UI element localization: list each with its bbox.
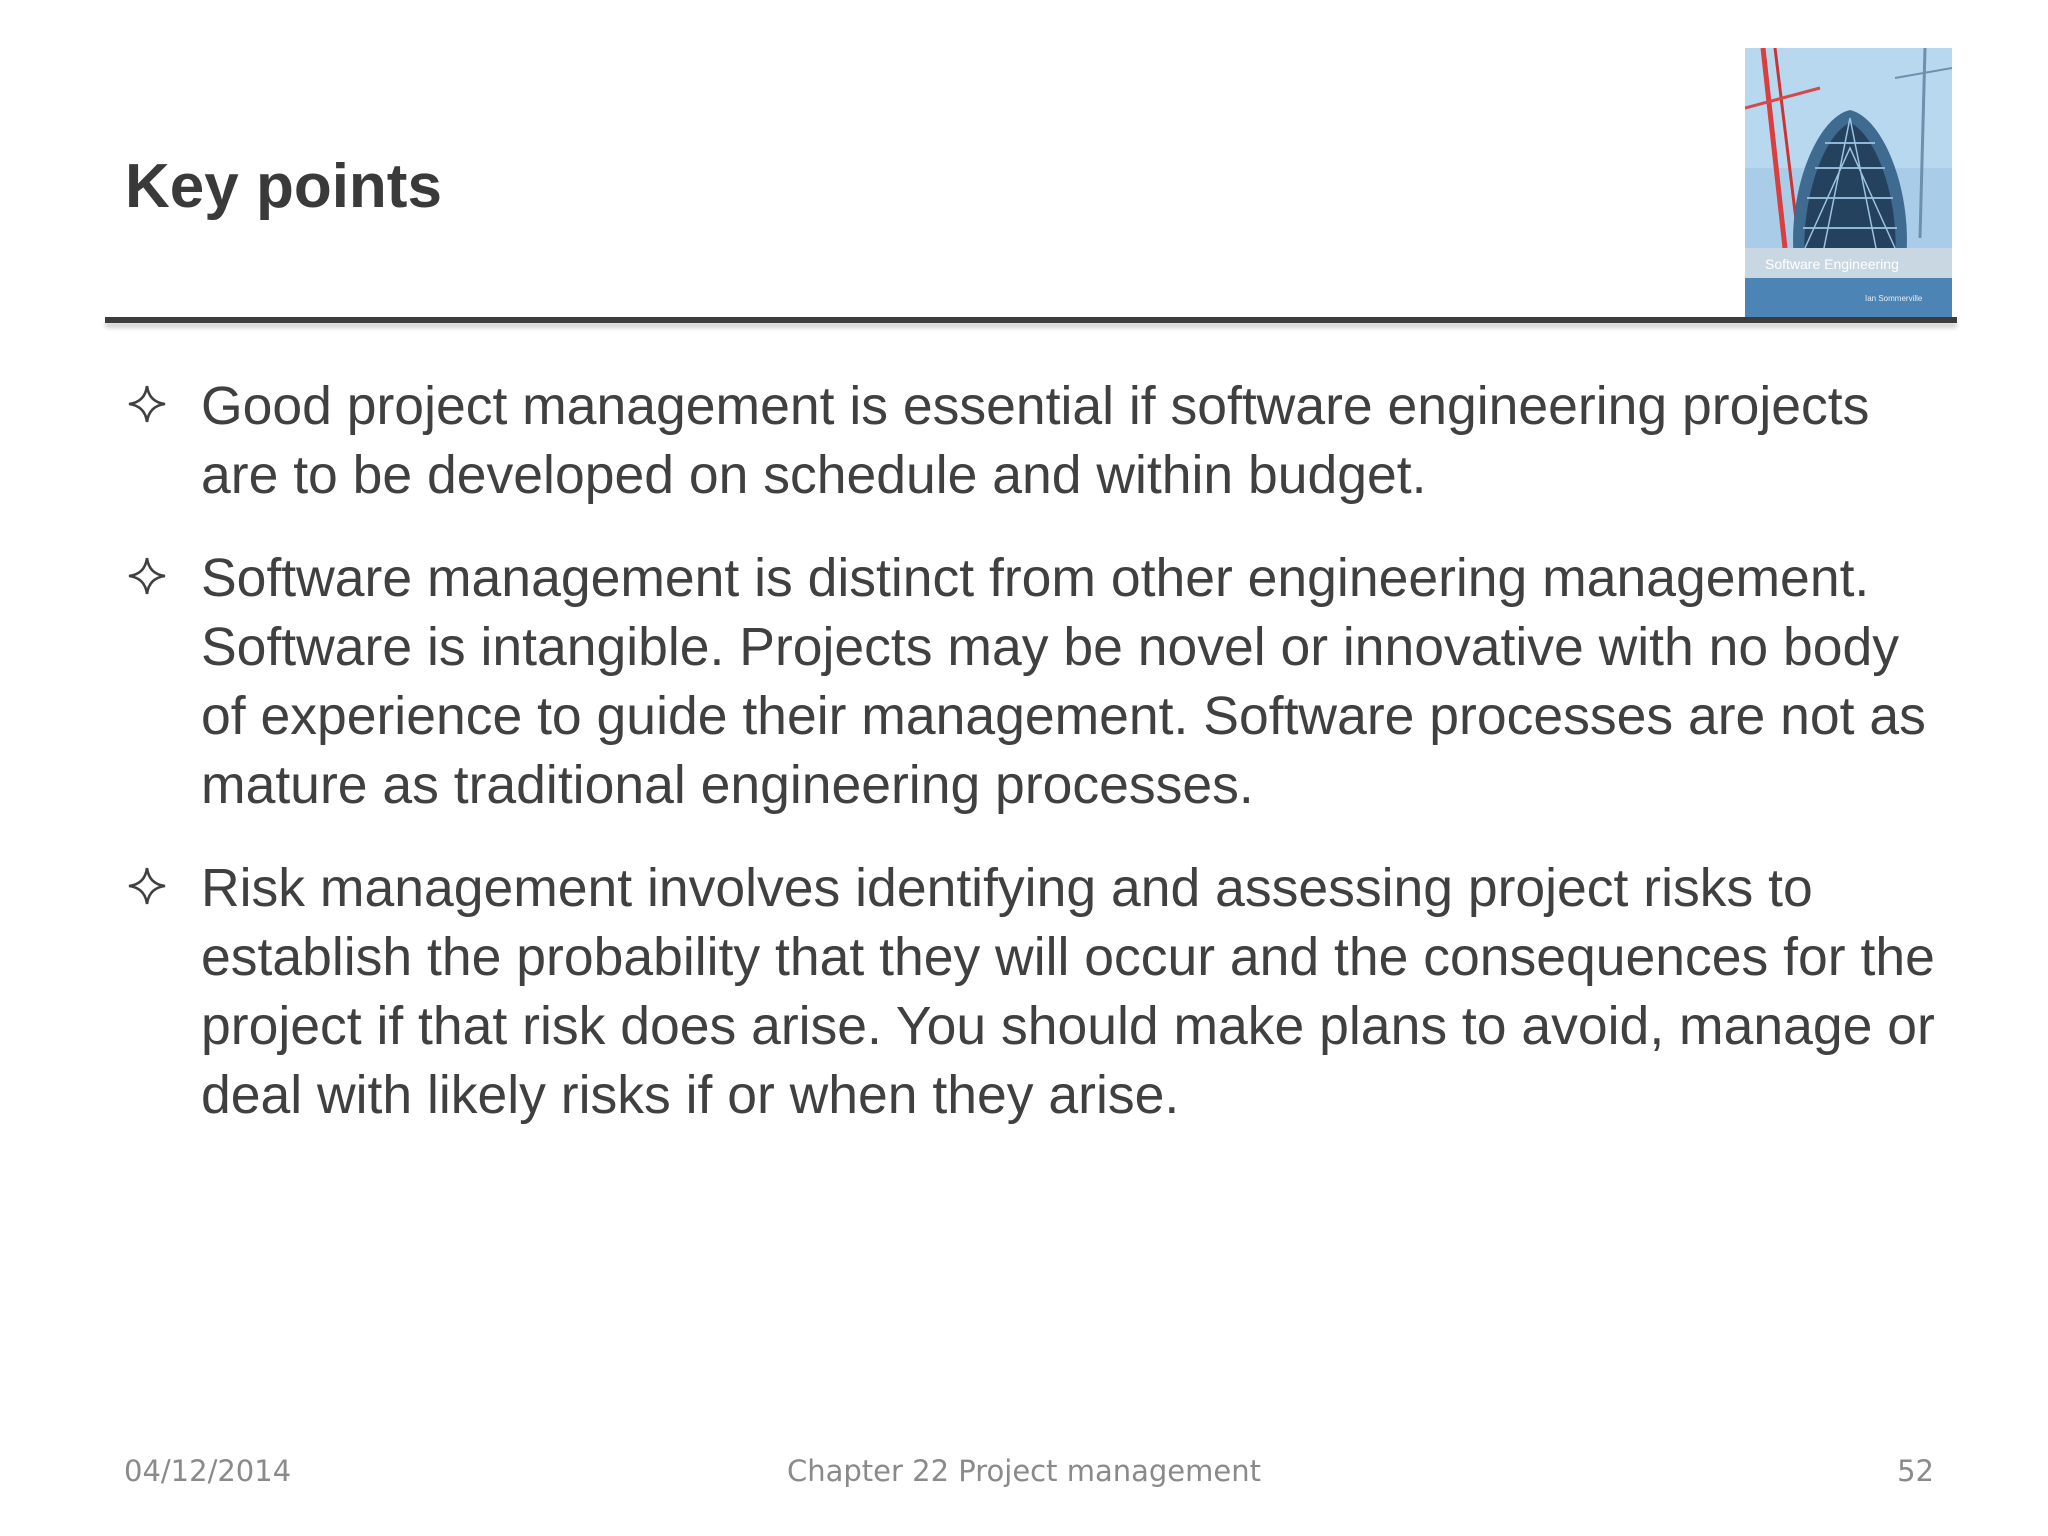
- page-number: 52: [1897, 1454, 1934, 1488]
- four-pointed-star-icon: [125, 546, 169, 606]
- bullet-item: [125, 854, 1955, 1130]
- four-pointed-star-icon: [125, 374, 169, 434]
- four-pointed-star-icon: [125, 856, 169, 916]
- footer-date: 04/12/2014: [124, 1454, 292, 1488]
- bullet-text: Risk management involves identifying and assessing project risks to establish the probability that they will occur and the consequences for the project if that risk does arise. You should make plans to avoid, manage or deal with likely risks if or when they arise.: [201, 859, 1935, 1125]
- cover-title: Software Engineering: [1765, 256, 1899, 272]
- footer-chapter-title: Chapter 22 Project management: [787, 1454, 1261, 1488]
- bullet-text: Software management is distinct from other engineering management. Software is intangible. Projects may be novel or innovative with no body of experience to guide their management. Software processes are not as mature as traditional engineering processes.: [201, 549, 1926, 815]
- bullet-item: [125, 544, 1955, 820]
- slide-title: Key points: [125, 152, 442, 221]
- bullet-item: [125, 372, 1955, 510]
- bullet-text: Good project management is essential if software engineering projects are to be developed on schedule and within budget.: [201, 377, 1870, 505]
- title-divider: [105, 317, 1957, 323]
- bullet-list: [125, 372, 1955, 1164]
- cover-author: Ian Sommerville: [1865, 294, 1923, 303]
- gherkin-building-image: [1745, 48, 1952, 320]
- book-cover-thumbnail: [1745, 48, 1952, 320]
